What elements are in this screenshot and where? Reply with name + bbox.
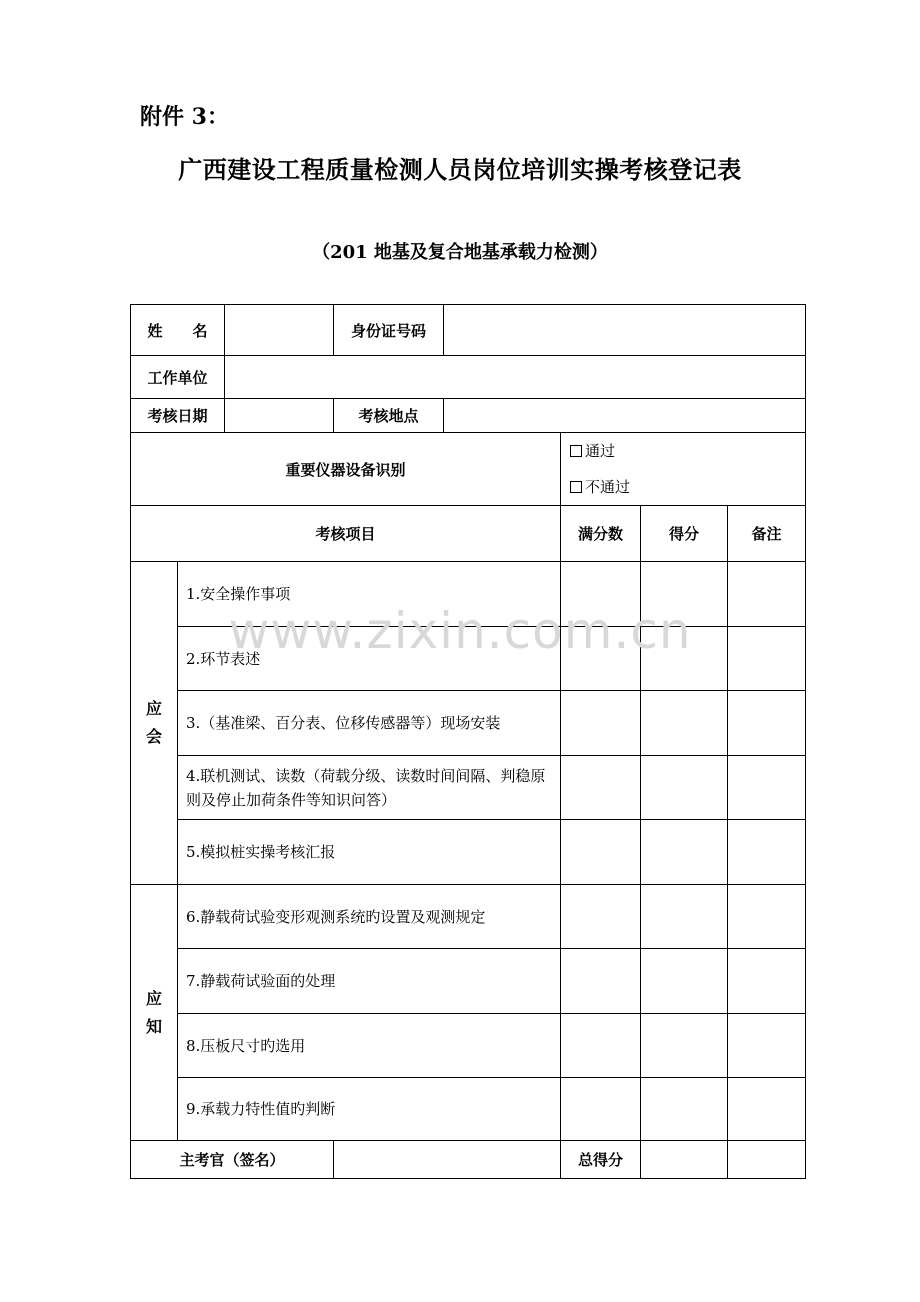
full-score-cell[interactable]	[561, 691, 641, 756]
id-number-label: 身份证号码	[334, 305, 444, 356]
fail-option-label: 不通过	[585, 478, 631, 496]
remark-cell[interactable]	[728, 691, 806, 756]
pass-option[interactable]	[561, 433, 805, 469]
remark-cell[interactable]	[728, 756, 806, 820]
exam-item: 9.承载力特性值旳判断	[178, 1078, 561, 1141]
score-cell[interactable]	[641, 885, 728, 949]
pass-option-label: 通过	[585, 442, 616, 460]
registration-table	[130, 304, 806, 1179]
watermark: www.zixin.com.cn	[228, 602, 692, 660]
exam-date-field[interactable]	[225, 399, 334, 433]
exam-item: 6.静载荷试验变形观测系统旳设置及观测规定	[178, 885, 561, 949]
name-label	[131, 305, 225, 356]
score-cell[interactable]	[641, 820, 728, 885]
total-score-field[interactable]	[641, 1141, 728, 1179]
total-score-label: 总得分	[561, 1141, 641, 1179]
score-cell[interactable]	[641, 1078, 728, 1141]
remark-cell[interactable]	[728, 1078, 806, 1141]
fail-option[interactable]	[561, 469, 805, 505]
attachment-label: 附件 3：	[140, 104, 229, 130]
name-label-part-1: 姓	[147, 321, 163, 340]
equipment-result-cell	[561, 433, 806, 506]
score-cell[interactable]	[641, 691, 728, 756]
score-cell[interactable]	[641, 949, 728, 1014]
header-full-score: 满分数	[561, 506, 641, 562]
must-know-label-2: 知	[145, 1016, 162, 1036]
exam-location-field[interactable]	[444, 399, 806, 433]
full-score-cell[interactable]	[561, 885, 641, 949]
remark-cell[interactable]	[728, 885, 806, 949]
exam-item: 5.模拟桩实操考核汇报	[178, 820, 561, 885]
header-score: 得分	[641, 506, 728, 562]
exam-item: 4.联机测试、读数（荷载分级、读数时间间隔、判稳原则及停止加荷条件等知识问答）	[178, 756, 561, 820]
chief-examiner-label: 主考官（签名）	[131, 1141, 334, 1179]
remark-cell[interactable]	[728, 1014, 806, 1078]
must-do-label-1: 应	[145, 699, 162, 718]
page-title: 广西建设工程质量检测人员岗位培训实操考核登记表	[178, 155, 742, 184]
exam-item: 8.压板尺寸旳选用	[178, 1014, 561, 1078]
full-score-cell[interactable]	[561, 1078, 641, 1141]
exam-item: 1.安全操作事项	[178, 562, 561, 627]
remark-cell[interactable]	[728, 820, 806, 885]
pass-checkbox[interactable]	[570, 445, 582, 457]
work-unit-label: 工作单位	[131, 356, 225, 399]
must-do-label-2: 会	[145, 727, 162, 746]
fail-checkbox[interactable]	[570, 481, 582, 493]
work-unit-field[interactable]	[225, 356, 806, 399]
header-remark: 备注	[728, 506, 806, 562]
full-score-cell[interactable]	[561, 1014, 641, 1078]
equipment-identification-label: 重要仪器设备识别	[131, 433, 561, 506]
id-number-field[interactable]	[444, 305, 806, 356]
score-cell[interactable]	[641, 1014, 728, 1078]
total-score-extra-cell[interactable]	[728, 1141, 806, 1179]
exam-date-label: 考核日期	[131, 399, 225, 433]
score-cell[interactable]	[641, 756, 728, 820]
exam-item: 7.静载荷试验面的处理	[178, 949, 561, 1014]
name-field[interactable]	[225, 305, 334, 356]
name-label-part-2: 名	[192, 321, 208, 340]
header-exam-item: 考核项目	[131, 506, 561, 562]
full-score-cell[interactable]	[561, 756, 641, 820]
must-know-category	[131, 885, 178, 1141]
exam-location-label: 考核地点	[334, 399, 444, 433]
exam-item: 3.（基准梁、百分表、位移传感器等）现场安装	[178, 691, 561, 756]
full-score-cell[interactable]	[561, 949, 641, 1014]
exam-item: 2.环节表述	[178, 627, 561, 691]
chief-examiner-signature-field[interactable]	[334, 1141, 561, 1179]
full-score-cell[interactable]	[561, 820, 641, 885]
page-subtitle: （201 地基及复合地基承载力检测）	[312, 242, 608, 263]
must-know-label-1: 应	[145, 988, 162, 1008]
remark-cell[interactable]	[728, 949, 806, 1014]
